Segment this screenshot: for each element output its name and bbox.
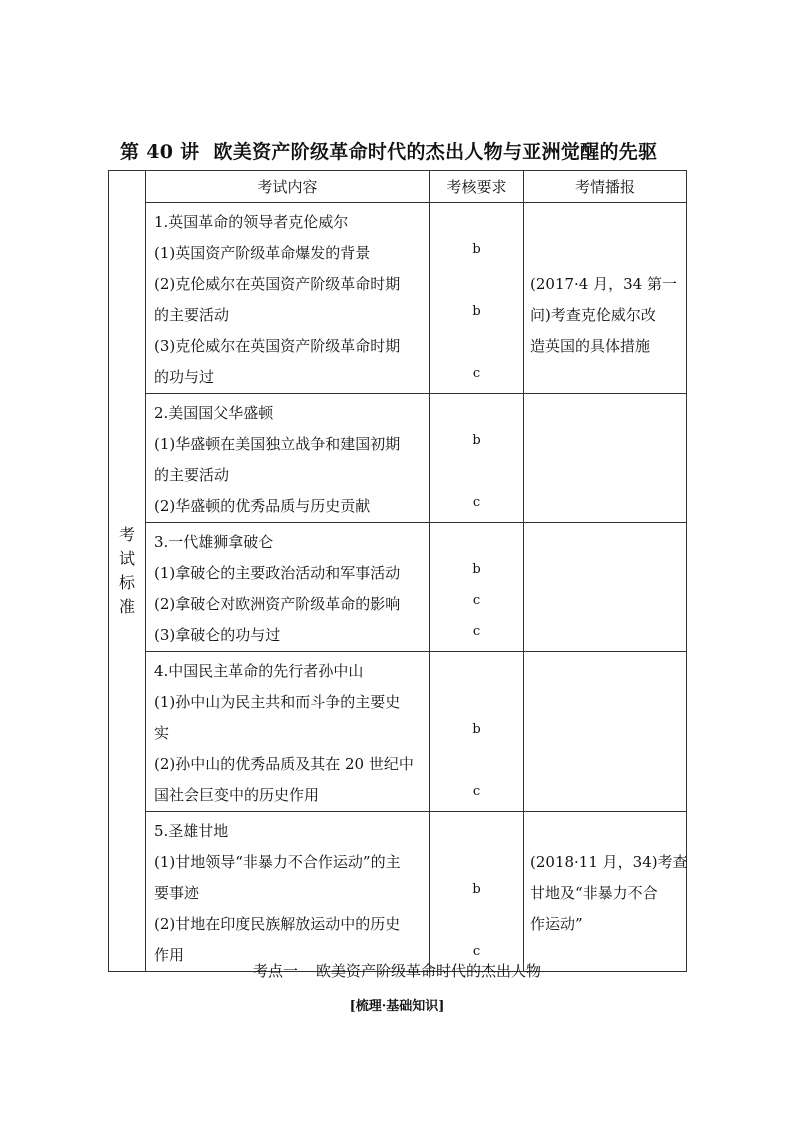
cell-line (430, 745, 523, 776)
cell-line: (1)英国资产阶级革命爆发的背景 (154, 244, 371, 262)
cell-line: b (472, 304, 481, 319)
cell-line: 3.一代雄狮拿破仑 (154, 533, 274, 551)
cell-line: (2)华盛顿的优秀品质与历史贡献 (154, 497, 371, 515)
requirement-cell (430, 652, 524, 812)
table-header-row (109, 171, 687, 203)
cell-line (530, 460, 680, 491)
cell-line (430, 327, 523, 358)
cell-line: 的功与过 (154, 368, 215, 386)
cell-line (530, 589, 680, 620)
cell-line (530, 780, 680, 811)
cell-line: 的主要活动 (154, 306, 230, 324)
cell-line (430, 843, 523, 874)
header-requirement: 考核要求 (430, 171, 524, 203)
cell-line (530, 558, 680, 589)
cell-line (530, 749, 680, 780)
report-cell (524, 523, 687, 652)
cell-line: (2018·11 月，34)考查 (530, 853, 688, 871)
content-cell (146, 812, 430, 972)
cell-line: (2)拿破仑对欧洲资产阶级革命的影响 (154, 595, 401, 613)
report-cell (524, 652, 687, 812)
cell-line: (1)拿破仑的主要政治活动和军事活动 (154, 564, 401, 582)
cell-line: (3)克伦威尔在英国资产阶级革命时期 (154, 337, 401, 355)
cell-line: (2017·4 月，34 第一 (530, 275, 677, 293)
cell-line: b (472, 242, 481, 257)
cell-line: (2)孙中山的优秀品质及其在 20 世纪中 (154, 755, 414, 773)
table-row (109, 812, 687, 972)
cell-line: 实 (154, 724, 170, 742)
cell-line (430, 905, 523, 936)
cell-line (430, 394, 523, 425)
cell-line: c (472, 366, 481, 381)
cell-line (530, 238, 680, 269)
cell-line (530, 527, 680, 558)
cell-line (430, 523, 523, 554)
side-char: 标 (118, 573, 135, 592)
cell-line (530, 687, 680, 718)
cell-line (530, 656, 680, 687)
lecture-title (120, 137, 657, 164)
section-label: [梳理·基础知识] (349, 999, 445, 1014)
content-cell (146, 203, 430, 394)
cell-line (530, 207, 680, 238)
cell-line: b (472, 433, 481, 448)
table-row (109, 652, 687, 812)
cell-line (430, 456, 523, 487)
lecture-number: 第 40 讲 (120, 141, 200, 163)
table-row (109, 523, 687, 652)
side-char: 准 (118, 597, 135, 616)
cell-line: c (472, 593, 481, 608)
cell-line (430, 812, 523, 843)
cell-line: 5.圣雄甘地 (154, 822, 229, 840)
subheading-label: 考点一 (252, 962, 298, 980)
cell-line: c (472, 944, 481, 959)
lecture-heading: 欧美资产阶级革命时代的杰出人物与亚洲觉醒的先驱 (213, 141, 658, 163)
content-cell (146, 652, 430, 812)
cell-line: 造英国的具体措施 (530, 337, 651, 355)
report-cell (524, 394, 687, 523)
table-row (109, 394, 687, 523)
header-content: 考试内容 (146, 171, 430, 203)
cell-line: (2)甘地在印度民族解放运动中的历史 (154, 915, 401, 933)
cell-line: (2)克伦威尔在英国资产阶级革命时期 (154, 275, 401, 293)
cell-line (430, 652, 523, 683)
cell-line (530, 816, 680, 847)
cell-line: c (472, 495, 481, 510)
cell-line: (3)拿破仑的功与过 (154, 626, 281, 644)
cell-line: 国社会巨变中的历史作用 (154, 786, 320, 804)
cell-line: 1.英国革命的领导者克伦威尔 (154, 213, 349, 231)
requirement-cell (430, 394, 524, 523)
cell-line: b (472, 882, 481, 897)
cell-line: 4.中国民主革命的先行者孙中山 (154, 662, 364, 680)
cell-line (430, 265, 523, 296)
cell-line: c (472, 784, 481, 799)
cell-line: (1)华盛顿在美国独立战争和建国初期 (154, 435, 401, 453)
cell-line (530, 491, 680, 522)
subheading-text: 欧美资产阶级革命时代的杰出人物 (316, 962, 542, 980)
cell-line (530, 620, 680, 651)
cell-line: 作用 (154, 946, 185, 964)
cell-line: 问)考查克伦威尔改 (530, 306, 656, 324)
requirement-cell (430, 203, 524, 394)
cell-line: 作运动” (530, 915, 583, 933)
cell-line: 甘地及“非暴力不合 (530, 884, 658, 902)
cell-line (430, 203, 523, 234)
side-char: 试 (118, 549, 135, 568)
content-cell (146, 394, 430, 523)
cell-line: 2.美国国父华盛顿 (154, 404, 274, 422)
cell-line: b (472, 562, 481, 577)
header-report: 考情播报 (524, 171, 687, 203)
cell-line: c (472, 624, 481, 639)
cell-line: (1)甘地领导“非暴力不合作运动”的主 (154, 853, 401, 871)
content-cell (146, 523, 430, 652)
cell-line (430, 683, 523, 714)
report-cell (524, 203, 687, 394)
cell-line (530, 362, 680, 393)
table-row (109, 203, 687, 394)
exam-standard-label (109, 171, 146, 972)
cell-line (530, 398, 680, 429)
requirement-cell (430, 812, 524, 972)
cell-line: (1)孙中山为民主共和而斗争的主要史 (154, 693, 401, 711)
exam-standards-table (108, 170, 687, 972)
cell-line (530, 718, 680, 749)
side-char: 考 (118, 525, 135, 544)
cell-line: b (472, 722, 481, 737)
subheading (0, 960, 794, 981)
requirement-cell (430, 523, 524, 652)
cell-line: 的主要活动 (154, 466, 230, 484)
cell-line (530, 429, 680, 460)
report-cell (524, 812, 687, 972)
cell-line: 要事迹 (154, 884, 200, 902)
